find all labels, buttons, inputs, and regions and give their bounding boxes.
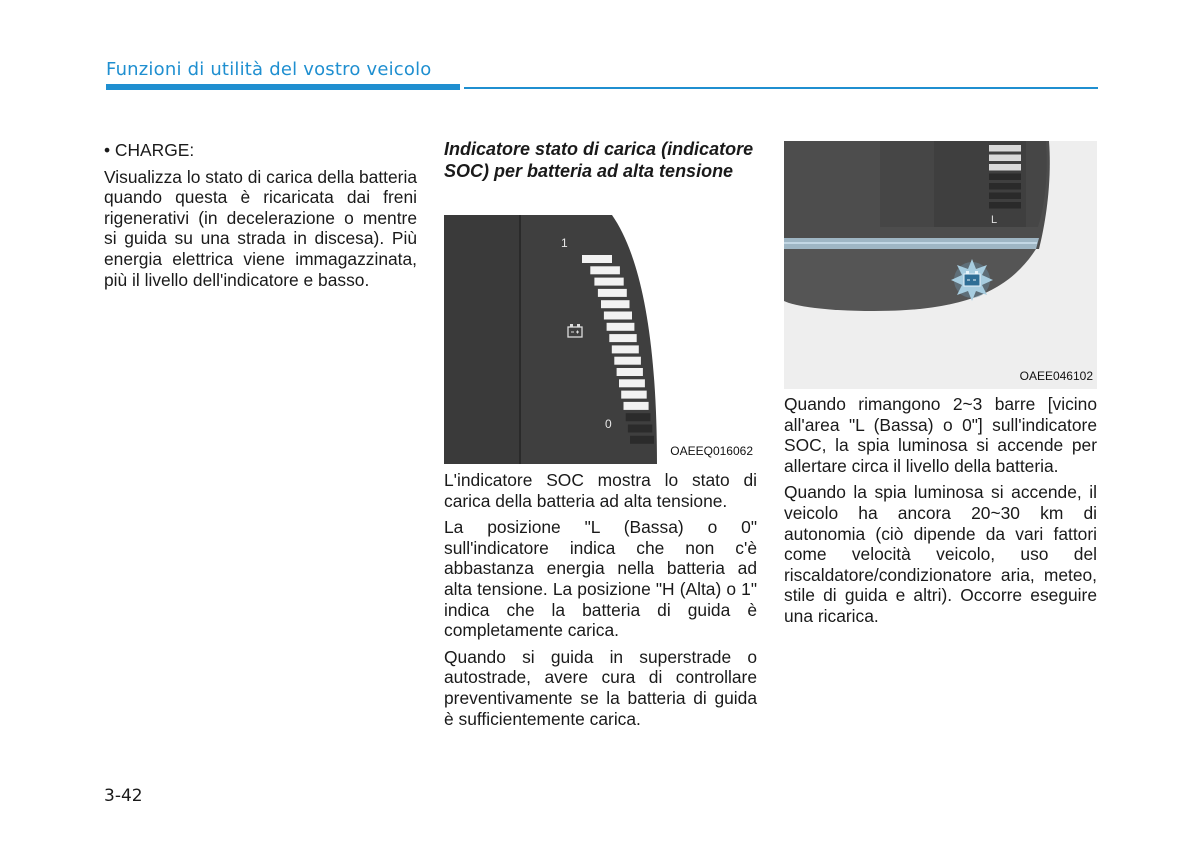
warning-gauge-segment: [989, 174, 1021, 181]
gauge-segment: [590, 266, 620, 274]
warning-gauge-bars: [989, 145, 1021, 209]
warning-gauge-segment: [989, 155, 1021, 162]
header-rule-thin: [464, 87, 1098, 89]
figure-code: OAEE046102: [1019, 369, 1093, 383]
charge-description: Visualizza lo stato di carica della batteria quando questa è ricaricata dai freni rigenerativi (in decelerazione o mentre si guida su una strada in discesa). Più energia elettrica viene immagazzinata, più il livello dell'indicatore e basso.: [104, 166, 417, 290]
gauge-segment: [601, 300, 630, 308]
warning-gauge-segment: [989, 202, 1021, 209]
gauge-l-label: L: [991, 214, 998, 226]
gauge-segment: [628, 425, 652, 433]
page-number: 3-42: [104, 786, 143, 806]
gauge-segment: [594, 278, 623, 286]
gauge-segment: [604, 312, 632, 320]
warning-paragraph-1: Quando rimangono 2~3 barre [vicino all'area "L (Bassa) o 0"] sull'indicatore SOC, la spia luminosa si accende per allertare circa il livello della batteria.: [784, 394, 1097, 476]
column-3-text: [784, 394, 1097, 633]
soc-section-heading: Indicatore stato di carica (indicatore SOC) per batteria ad alta tensione: [444, 139, 754, 181]
battery-warning-icon: [951, 259, 993, 301]
gauge-segment: [598, 289, 627, 297]
gauge-segment: [626, 413, 651, 421]
warning-gauge-segment: [989, 164, 1021, 171]
gauge-bottom-label: 0: [605, 417, 612, 431]
soc-paragraph-1: L'indicatore SOC mostra lo stato di carica della batteria ad alta tensione.: [444, 470, 757, 511]
soc-warning-figure: [784, 141, 1097, 389]
gauge-segment: [621, 391, 647, 399]
charge-bullet: • CHARGE:: [104, 140, 195, 160]
gauge-segment: [612, 345, 639, 353]
header-rule-thick: [106, 84, 460, 90]
warning-gauge-segment: [989, 145, 1021, 152]
soc-warning-illustration: [784, 141, 1097, 389]
warning-gauge-segment: [989, 193, 1021, 200]
gauge-segment: [582, 255, 612, 263]
soc-paragraph-3: Quando si guida in superstrade o autostrade, avere cura di controllare preventivamente se la batteria di guida è sufficientemente carica.: [444, 646, 757, 729]
gauge-segment: [624, 402, 649, 410]
soc-paragraph-2: La posizione "L (Bassa) o 0" sull'indicatore indica che non c'è abbastanza energia nella batteria ad alta tensione. La posizione "H (Alta) o 1" indica che la batteria di guida è completamente carica.: [444, 517, 757, 641]
column-2-text: [444, 470, 757, 735]
warning-paragraph-2: Quando la spia luminosa si accende, il veicolo ha ancora 20~30 km di autonomia (ciò dipende da vari fattori come velocità veicolo, uso del riscaldatore/condizionatore aria, meteo, stile di guida e altri). Occorre eseguire una ricarica.: [784, 482, 1097, 626]
chapter-title: Funzioni di utilità del vostro veicolo: [106, 59, 432, 80]
gauge-segment: [607, 323, 635, 331]
column-1: [104, 140, 417, 296]
figure-code: OAEEQ016062: [670, 444, 753, 458]
gauge-segment: [619, 379, 645, 387]
warning-gauge-segment: [989, 183, 1021, 190]
soc-gauge-figure: [444, 215, 757, 464]
gauge-segment: [609, 334, 636, 342]
gauge-top-label: 1: [561, 236, 568, 250]
gauge-segment: [614, 357, 641, 365]
gauge-segment: [617, 368, 643, 376]
gauge-segment: [630, 436, 654, 444]
soc-gauge-illustration: [444, 215, 757, 464]
